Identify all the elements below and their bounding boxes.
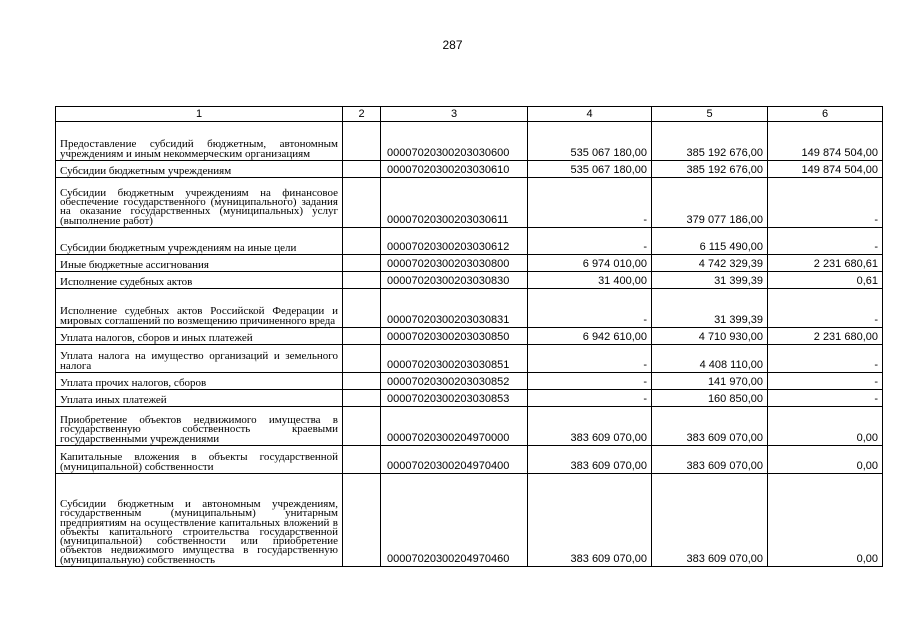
row-code: 00007020300204970000 xyxy=(381,407,528,446)
row-name: Исполнение судебных актов xyxy=(56,272,343,289)
column-header: 3 xyxy=(381,107,528,122)
row-code: 00007020300203030831 xyxy=(381,289,528,328)
row-col5: 4 742 329,39 xyxy=(652,255,768,272)
table-row xyxy=(56,289,883,328)
row-code: 00007020300203030600 xyxy=(381,122,528,161)
table-row xyxy=(56,345,883,373)
row-col6: 149 874 504,00 xyxy=(768,161,883,178)
row-col5: 4 408 110,00 xyxy=(652,345,768,373)
row-col5: 379 077 186,00 xyxy=(652,178,768,228)
table-row xyxy=(56,373,883,390)
row-name: Уплата налога на имущество организаций и земельного налога xyxy=(56,345,343,373)
row-col2 xyxy=(343,474,381,567)
row-name: Уплата иных платежей xyxy=(56,390,343,407)
table-row xyxy=(56,328,883,345)
row-name: Уплата налогов, сборов и иных платежей xyxy=(56,328,343,345)
table-row xyxy=(56,161,883,178)
row-col2 xyxy=(343,178,381,228)
row-col6: 0,00 xyxy=(768,446,883,474)
table-row xyxy=(56,178,883,228)
row-name: Субсидии бюджетным учреждениям на иные цели xyxy=(56,228,343,255)
row-col4: 383 609 070,00 xyxy=(528,407,652,446)
table-row xyxy=(56,407,883,446)
row-name: Субсидии бюджетным учреждениям xyxy=(56,161,343,178)
row-code: 00007020300203030830 xyxy=(381,272,528,289)
row-col4: 6 942 610,00 xyxy=(528,328,652,345)
row-col4: - xyxy=(528,345,652,373)
column-header: 6 xyxy=(768,107,883,122)
row-col4: - xyxy=(528,390,652,407)
table-row xyxy=(56,228,883,255)
table-row xyxy=(56,474,883,567)
row-code: 00007020300203030852 xyxy=(381,373,528,390)
row-name: Предоставление субсидий бюджетным, автономным учреждениям и иным некоммерческим организациям xyxy=(56,122,343,161)
row-col2 xyxy=(343,122,381,161)
row-col4: 31 400,00 xyxy=(528,272,652,289)
column-header: 1 xyxy=(56,107,343,122)
row-col6: 2 231 680,61 xyxy=(768,255,883,272)
row-col6: - xyxy=(768,390,883,407)
row-code: 00007020300203030612 xyxy=(381,228,528,255)
row-col5: 385 192 676,00 xyxy=(652,122,768,161)
row-name: Субсидии бюджетным и автономным учреждениям, государственным (муниципальным) унитарным предприятиям на осуществление капитальных вложений в объекты капитального строительства государственной (муниципальной) собственности или приобретение объектов недвижимого имущества в государственную (муниципальную) собственность xyxy=(56,474,343,567)
row-col6: 149 874 504,00 xyxy=(768,122,883,161)
page-number: 287 xyxy=(442,38,463,52)
table-row xyxy=(56,272,883,289)
row-col2 xyxy=(343,373,381,390)
row-col5: 6 115 490,00 xyxy=(652,228,768,255)
row-name: Уплата прочих налогов, сборов xyxy=(56,373,343,390)
row-code: 00007020300203030850 xyxy=(381,328,528,345)
row-col6: 0,00 xyxy=(768,474,883,567)
row-col5: 31 399,39 xyxy=(652,289,768,328)
row-col4: 383 609 070,00 xyxy=(528,474,652,567)
row-col2 xyxy=(343,446,381,474)
table-row xyxy=(56,255,883,272)
table-row xyxy=(56,122,883,161)
row-col5: 160 850,00 xyxy=(652,390,768,407)
row-col6: 0,00 xyxy=(768,407,883,446)
column-header: 5 xyxy=(652,107,768,122)
row-col4: - xyxy=(528,178,652,228)
row-col6: - xyxy=(768,345,883,373)
row-code: 00007020300203030853 xyxy=(381,390,528,407)
row-name: Иные бюджетные ассигнования xyxy=(56,255,343,272)
row-col6: - xyxy=(768,289,883,328)
row-col5: 141 970,00 xyxy=(652,373,768,390)
row-col2 xyxy=(343,161,381,178)
row-code: 00007020300203030611 xyxy=(381,178,528,228)
row-col4: - xyxy=(528,228,652,255)
row-col6: - xyxy=(768,373,883,390)
row-col5: 31 399,39 xyxy=(652,272,768,289)
row-col6: 2 231 680,00 xyxy=(768,328,883,345)
row-name: Капитальные вложения в объекты государственной (муниципальной) собственности xyxy=(56,446,343,474)
row-code: 00007020300203030610 xyxy=(381,161,528,178)
row-col2 xyxy=(343,255,381,272)
row-col5: 4 710 930,00 xyxy=(652,328,768,345)
row-name: Субсидии бюджетным учреждениям на финансовое обеспечение государственного (муниципального) задания на оказание государственных (муниципальных) услуг (выполнение работ) xyxy=(56,178,343,228)
row-col4: - xyxy=(528,289,652,328)
row-col2 xyxy=(343,345,381,373)
row-col2 xyxy=(343,407,381,446)
row-name: Приобретение объектов недвижимого имущества в государственную собственность краевыми государственными учреждениями xyxy=(56,407,343,446)
row-col6: - xyxy=(768,228,883,255)
row-col4: 383 609 070,00 xyxy=(528,446,652,474)
column-header: 4 xyxy=(528,107,652,122)
row-code: 00007020300203030800 xyxy=(381,255,528,272)
row-col5: 385 192 676,00 xyxy=(652,161,768,178)
table-header-row xyxy=(56,107,883,122)
budget-table xyxy=(55,106,883,567)
table-row xyxy=(56,446,883,474)
row-col5: 383 609 070,00 xyxy=(652,407,768,446)
row-col4: 535 067 180,00 xyxy=(528,122,652,161)
row-col4: - xyxy=(528,373,652,390)
row-col4: 6 974 010,00 xyxy=(528,255,652,272)
row-code: 00007020300204970460 xyxy=(381,474,528,567)
row-col6: 0,61 xyxy=(768,272,883,289)
row-col2 xyxy=(343,272,381,289)
row-col2 xyxy=(343,289,381,328)
row-col5: 383 609 070,00 xyxy=(652,446,768,474)
row-col2 xyxy=(343,328,381,345)
row-name: Исполнение судебных актов Российской Федерации и мировых соглашений по возмещению причиненного вреда xyxy=(56,289,343,328)
row-col2 xyxy=(343,228,381,255)
row-col5: 383 609 070,00 xyxy=(652,474,768,567)
row-col4: 535 067 180,00 xyxy=(528,161,652,178)
row-code: 00007020300204970400 xyxy=(381,446,528,474)
table-row xyxy=(56,390,883,407)
row-col2 xyxy=(343,390,381,407)
row-col6: - xyxy=(768,178,883,228)
column-header: 2 xyxy=(343,107,381,122)
row-code: 00007020300203030851 xyxy=(381,345,528,373)
